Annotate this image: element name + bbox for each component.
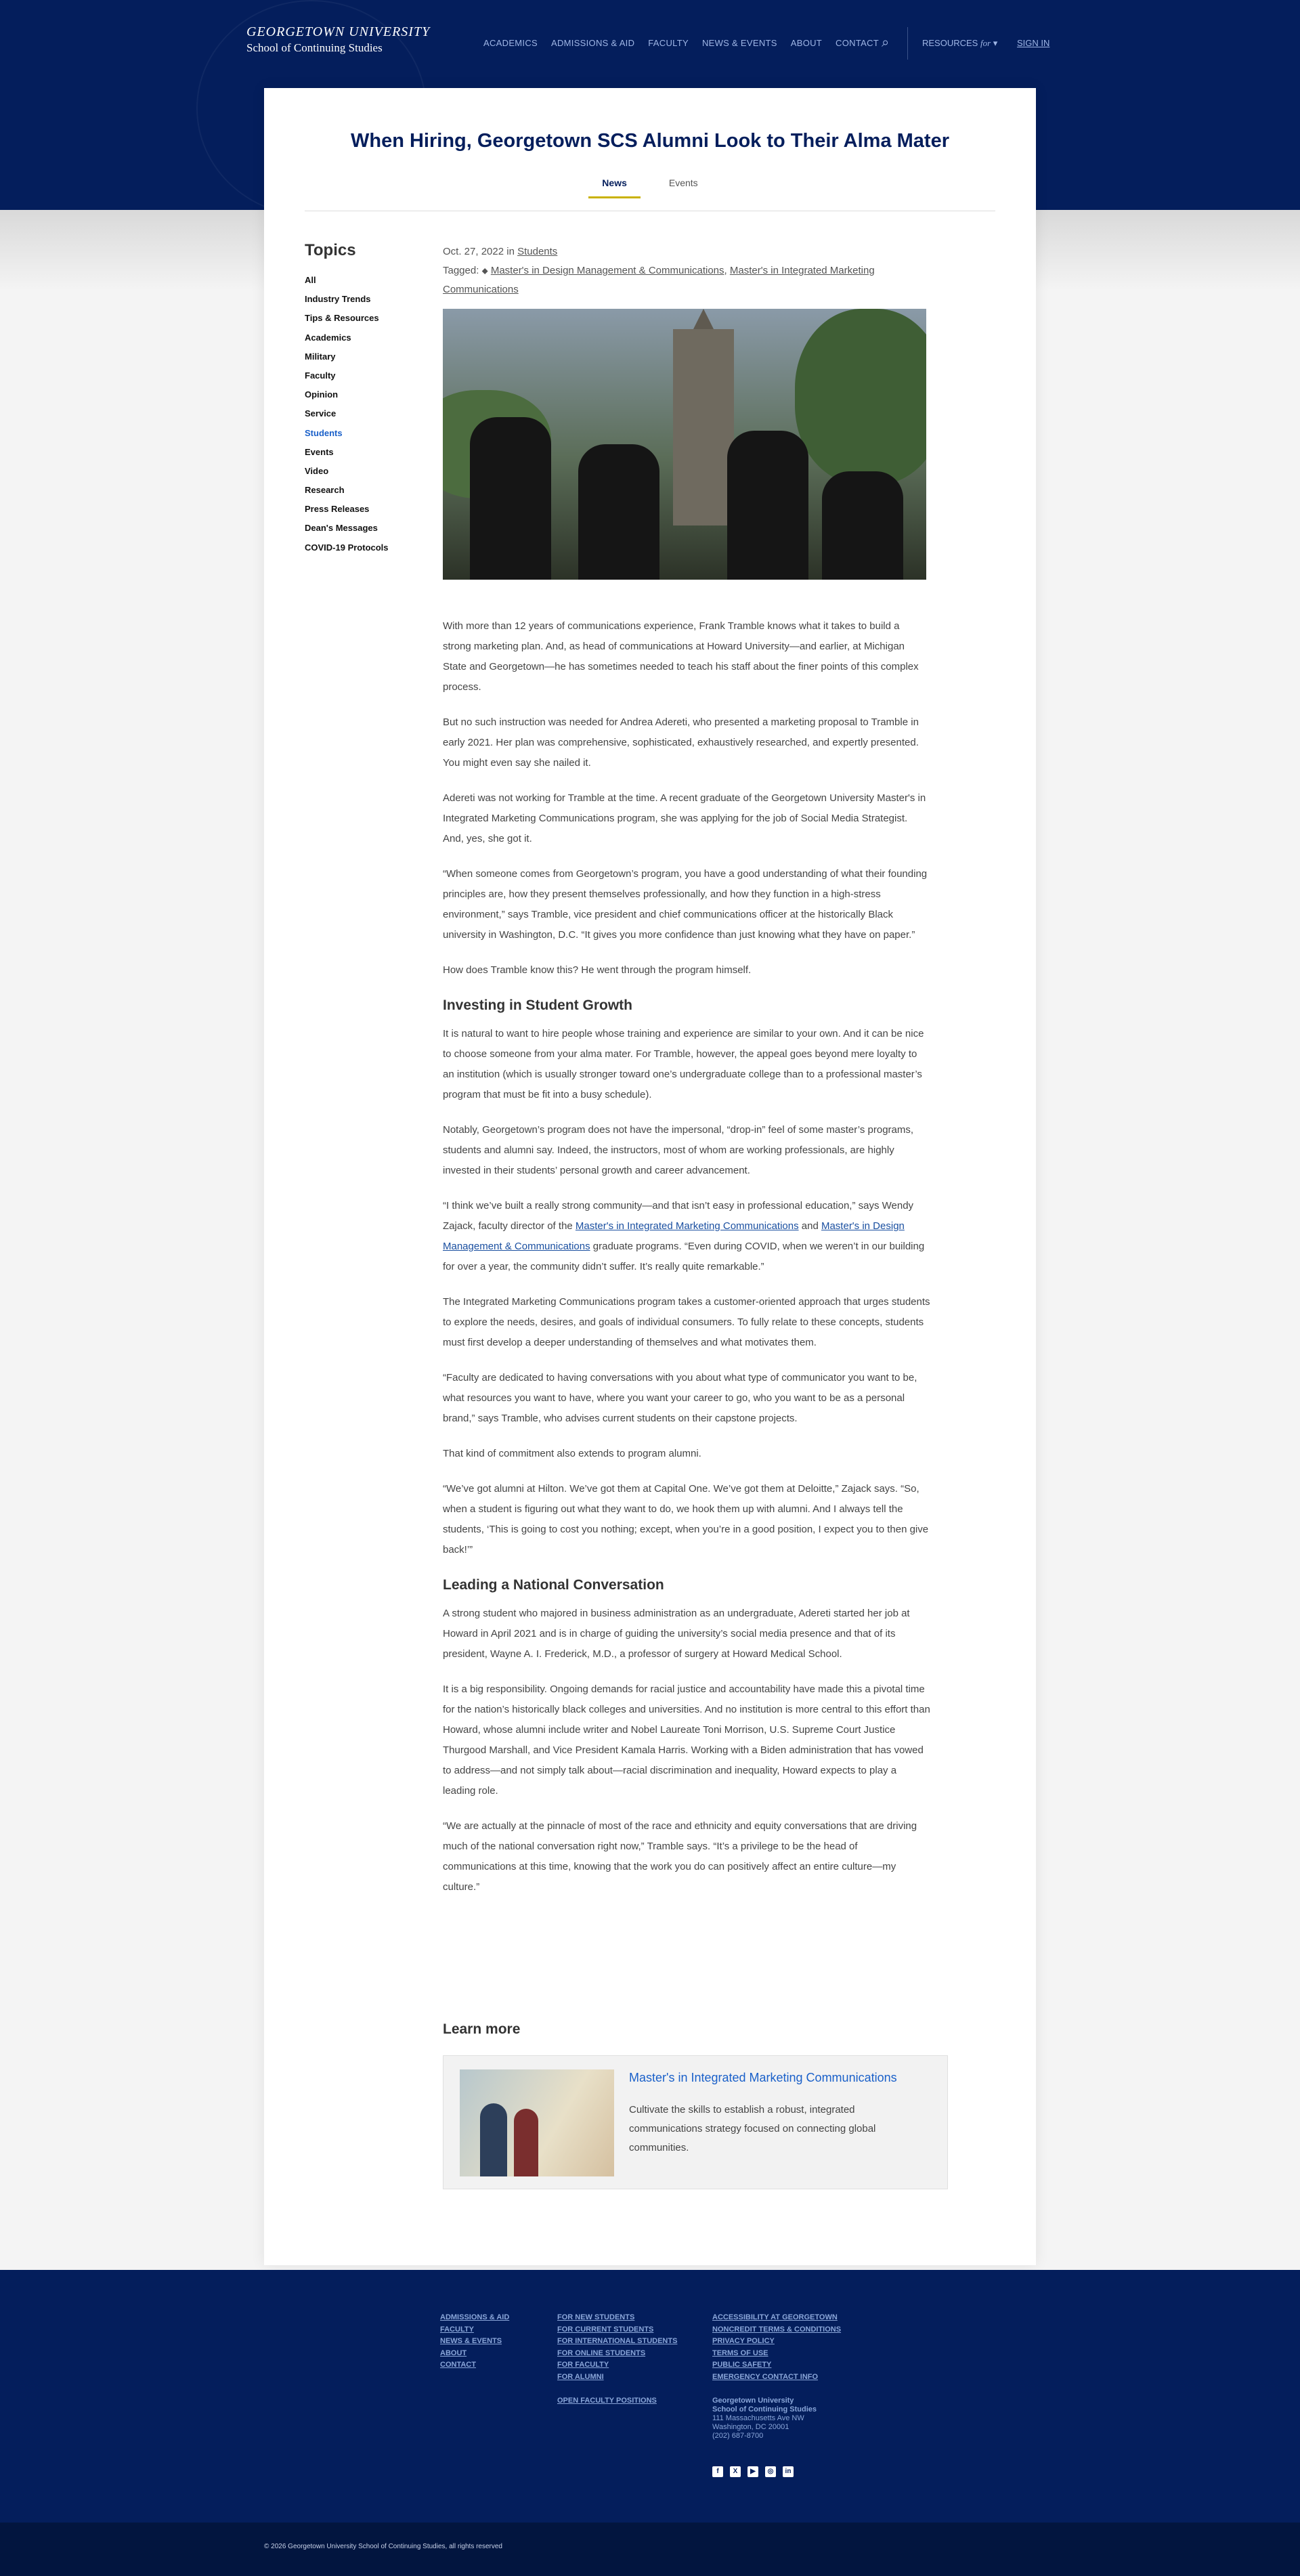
address-phone[interactable]: (202) 687-8700 <box>712 2432 764 2440</box>
footer-link[interactable]: FOR FACULTY <box>557 2361 609 2369</box>
main-nav <box>483 38 879 48</box>
paragraph: “We’ve got alumni at Hilton. We’ve got them at Capital One. We’ve got them at Deloitte,” Zajack says. “So, when a student is figuring out what they want to do, we hook them up with alumni. And I always tell the students, ‘This is going to cost you nothing; except, when you’re in a good position, I expect you to then give back!’” <box>443 1483 929 1555</box>
topic-tips-resources[interactable]: Tips & Resources <box>305 313 379 324</box>
footer-link[interactable]: FOR CURRENT STUDENTS <box>557 2325 654 2334</box>
logo-line-1: GEORGETOWN UNIVERSITY <box>246 24 431 39</box>
paragraph: But no such instruction was needed for Andrea Adereti, who presented a marketing proposal to Tramble in early 2021. Her plan was comprehensive, sophisticated, exhaustively researched, and expertly presented. You might even say she nailed it. <box>443 716 919 769</box>
topics-sidebar <box>305 241 389 561</box>
paragraph: A strong student who majored in business administration as an undergraduate, Adereti started her job at Howard in April 2021 and is in charge of guiding the university’s social media presence and that of its president, Wayne A. I. Frederick, M.D., a professor of surgery at Howard Medical School. <box>443 1608 910 1660</box>
footer-link[interactable]: ADMISSIONS & AID <box>440 2313 510 2321</box>
paragraph: That kind of commitment also extends to program alumni. <box>443 1448 701 1459</box>
youtube-icon[interactable]: ▶ <box>748 2466 758 2477</box>
paragraph: With more than 12 years of communications experience, Frank Tramble knows what it takes to build a strong marketing plan. And, as head of communications at Howard University—and earlier, at Michigan State and Georgetown—he has sometimes needed to teach his staff about the finer points of this complex process. <box>443 620 919 693</box>
content-card <box>264 88 1036 2265</box>
social-links <box>712 2466 794 2477</box>
instagram-icon[interactable]: ◎ <box>765 2466 776 2477</box>
footer-link[interactable]: PRIVACY POLICY <box>712 2337 775 2345</box>
paragraph-text: graduate programs. “Even during COVID, when we weren’t in our building for over a year, the community didn’t suffer. It’s really quite remarkable.” <box>443 1241 925 1272</box>
news-events-tabs <box>264 177 1036 198</box>
learn-more-heading: Learn more <box>443 2021 521 2037</box>
paragraph: “Faculty are dedicated to having conversations with you about what type of communicator you want to be, what resources you want to have, where you want your career to go, who you want to be as a personal brand,” says Tramble, who advises current students on their capstone projects. <box>443 1372 917 1424</box>
paragraph: It is natural to want to hire people whose training and experience are similar to your own. And it can be nice to choose someone from your alma mater. For Tramble, however, the appeal goes beyond mere loyalty to an institution (which is usually stronger toward one’s undergraduate college than to a professional master’s program that must be fit into a busy schedule). <box>443 1028 924 1100</box>
sign-in-link[interactable]: SIGN IN <box>1017 38 1050 48</box>
tagged-label: Tagged: <box>443 265 479 276</box>
paragraph: The Integrated Marketing Communications program takes a customer-oriented approach that urges students to explore the needs, desires, and goals of individual consumers. To fully relate to these concepts, students must first develop a deeper understanding of themselves and what motivates them. <box>443 1296 930 1348</box>
link-integrated-marketing[interactable]: Master's in Integrated Marketing Communications <box>575 1220 799 1232</box>
graduates-photo <box>443 309 926 580</box>
paragraph: It is a big responsibility. Ongoing demands for racial justice and accountability have made this a pivotal time for the nation’s historically black colleges and universities. And no institution is more central to this effort than Howard, whose alumni include writer and Nobel Laureate Toni Morrison, U.S. Supreme Court Justice Thurgood Marshall, and Vice President Kamala Harris. Working with a Biden administration that has vowed to address—and not simply talk about—racial discrimination and inequality, Howard expects to play a leading role. <box>443 1683 930 1797</box>
article-date: Oct. 27, 2022 <box>443 246 504 257</box>
footer-col-audiences <box>557 2312 677 2407</box>
address-name-2: School of Continuing Studies <box>712 2405 817 2413</box>
facebook-icon[interactable]: f <box>712 2466 723 2477</box>
article-meta <box>443 242 930 299</box>
topic-press-releases[interactable]: Press Releases <box>305 504 370 515</box>
footer-link[interactable]: FOR INTERNATIONAL STUDENTS <box>557 2337 678 2345</box>
footer-link[interactable]: ACCESSIBILITY AT GEORGETOWN <box>712 2313 838 2321</box>
site-logo[interactable] <box>246 24 430 55</box>
section-heading-leading: Leading a National Conversation <box>443 1577 664 1593</box>
resources-for: for <box>980 38 991 48</box>
category-link[interactable]: Students <box>517 246 558 257</box>
topic-covid-protocols[interactable]: COVID-19 Protocols <box>305 542 389 553</box>
promo-description: Cultivate the skills to establish a robust, integrated communications strategy focused on connecting global communities. <box>629 2104 876 2153</box>
topic-events[interactable]: Events <box>305 446 334 457</box>
address-line-2: Washington, DC 20001 <box>712 2423 789 2431</box>
footer-link[interactable]: FOR ALUMNI <box>557 2372 604 2381</box>
tag-icon: ⬥ <box>481 265 488 276</box>
topic-military[interactable]: Military <box>305 351 336 362</box>
meta-in: in <box>506 246 515 257</box>
program-promo-card[interactable] <box>443 2055 948 2189</box>
footer-link[interactable]: TERMS OF USE <box>712 2348 768 2357</box>
paragraph: “When someone comes from Georgetown’s program, you have a good understanding of what their founding principles are, how they present themselves professionally, and how they function in a high-stress environment,” says Tramble, vice president and chief communications officer at the historically Black university in Washington, D.C. “It gives you more confidence than just knowing what they have on paper.” <box>443 868 928 941</box>
logo-line-2: School of Continuing Studies <box>246 41 383 54</box>
tag-link-design-management[interactable]: Master's in Design Management & Communications <box>490 265 724 276</box>
paragraph: Adereti was not working for Tramble at the time. A recent graduate of the Georgetown University Master's in Integrated Marketing Communications program, she was applying for the job of Social Media Strategist. And, yes, she got it. <box>443 792 926 844</box>
topic-faculty[interactable]: Faculty <box>305 370 336 381</box>
footer-link[interactable]: NONCREDIT TERMS & CONDITIONS <box>712 2325 842 2334</box>
nav-divider <box>907 27 908 60</box>
topic-research[interactable]: Research <box>305 485 345 496</box>
program-thumbnail <box>460 2069 614 2176</box>
footer-link[interactable]: EMERGENCY CONTACT INFO <box>712 2372 819 2381</box>
topic-service[interactable]: Service <box>305 408 337 419</box>
topic-academics[interactable]: Academics <box>305 332 351 343</box>
nav-academics[interactable]: ACADEMICS <box>483 38 538 48</box>
footer-col-legal <box>712 2312 841 2383</box>
topic-students[interactable]: Students <box>305 427 343 438</box>
footer-col-main <box>440 2312 509 2371</box>
address-name-1: Georgetown University <box>712 2397 794 2405</box>
tab-events[interactable]: Events <box>668 177 698 188</box>
nav-about[interactable]: ABOUT <box>790 38 823 48</box>
copyright-bar <box>0 2523 1300 2576</box>
footer-link[interactable]: CONTACT <box>440 2361 476 2369</box>
footer-link-faculty-positions[interactable]: OPEN FACULTY POSITIONS <box>557 2397 657 2405</box>
page-title: When Hiring, Georgetown SCS Alumni Look to Their Alma Mater <box>350 130 949 152</box>
x-twitter-icon[interactable]: X <box>730 2466 741 2477</box>
footer-link[interactable]: FOR NEW STUDENTS <box>557 2313 635 2321</box>
footer-link[interactable]: NEWS & EVENTS <box>440 2337 502 2345</box>
paragraph: How does Tramble know this? He went through the program himself. <box>443 964 752 976</box>
link-design-management[interactable]: Master's in Design Management & Communications <box>443 1220 905 1252</box>
nav-faculty[interactable]: FACULTY <box>648 38 689 48</box>
footer-link[interactable]: FOR ONLINE STUDENTS <box>557 2348 646 2357</box>
topic-video[interactable]: Video <box>305 465 329 476</box>
topics-heading: Topics <box>305 241 356 259</box>
promo-title[interactable]: Master's in Integrated Marketing Communications <box>629 2071 897 2084</box>
chevron-down-icon: ▾ <box>993 38 998 48</box>
search-icon[interactable]: ⌕ <box>882 35 890 50</box>
linkedin-icon[interactable]: in <box>783 2466 794 2477</box>
tag-separator: , <box>724 265 727 276</box>
tab-news[interactable]: News <box>588 177 641 198</box>
paragraph-text: and <box>801 1220 819 1232</box>
topic-all[interactable]: All <box>305 275 316 285</box>
nav-contact[interactable]: CONTACT <box>836 38 880 48</box>
footer-link[interactable]: FACULTY <box>440 2325 474 2334</box>
footer-link[interactable]: ABOUT <box>440 2348 467 2357</box>
copyright-text: © 2026 Georgetown University School of Continuing Studies, all rights reserved <box>264 2543 502 2550</box>
topic-deans-messages[interactable]: Dean's Messages <box>305 523 378 534</box>
topic-industry-trends[interactable]: Industry Trends <box>305 294 371 305</box>
paragraph-with-links <box>443 1196 930 1277</box>
paragraph-text: “I think we’ve built a really strong community—and that isn’t easy in professional education,” says Wendy Zajack, faculty director of the <box>443 1200 914 1232</box>
article-body <box>443 616 930 1912</box>
topic-opinion[interactable]: Opinion <box>305 389 339 400</box>
resources-label: RESOURCES <box>922 38 978 48</box>
resources-dropdown[interactable] <box>922 38 997 49</box>
footer-address <box>712 2397 817 2441</box>
section-heading-investing: Investing in Student Growth <box>443 997 632 1013</box>
paragraph: “We are actually at the pinnacle of most of the race and ethnicity and equity conversations that are driving much of the national conversation right now,” Tramble says. “It’s a privilege to be the head of communications at this time, knowing that the work you do can positively affect an entire culture—my culture.” <box>443 1820 917 1893</box>
nav-news-events[interactable]: NEWS & EVENTS <box>701 38 777 48</box>
address-line-1: 111 Massachusetts Ave NW <box>712 2414 804 2422</box>
nav-admissions[interactable]: ADMISSIONS & AID <box>551 38 635 48</box>
site-footer <box>0 2270 1300 2523</box>
site-header <box>0 0 1300 88</box>
tag-link-integrated-marketing[interactable]: Master's in Integrated Marketing Communications <box>443 265 875 295</box>
paragraph: Notably, Georgetown’s program does not have the impersonal, “drop-in” feel of some master’s programs, students and alumni say. Indeed, the instructors, most of whom are working professionals, are highly invested in their students’ personal growth and career advancement. <box>443 1124 914 1176</box>
footer-link[interactable]: PUBLIC SAFETY <box>712 2361 772 2369</box>
